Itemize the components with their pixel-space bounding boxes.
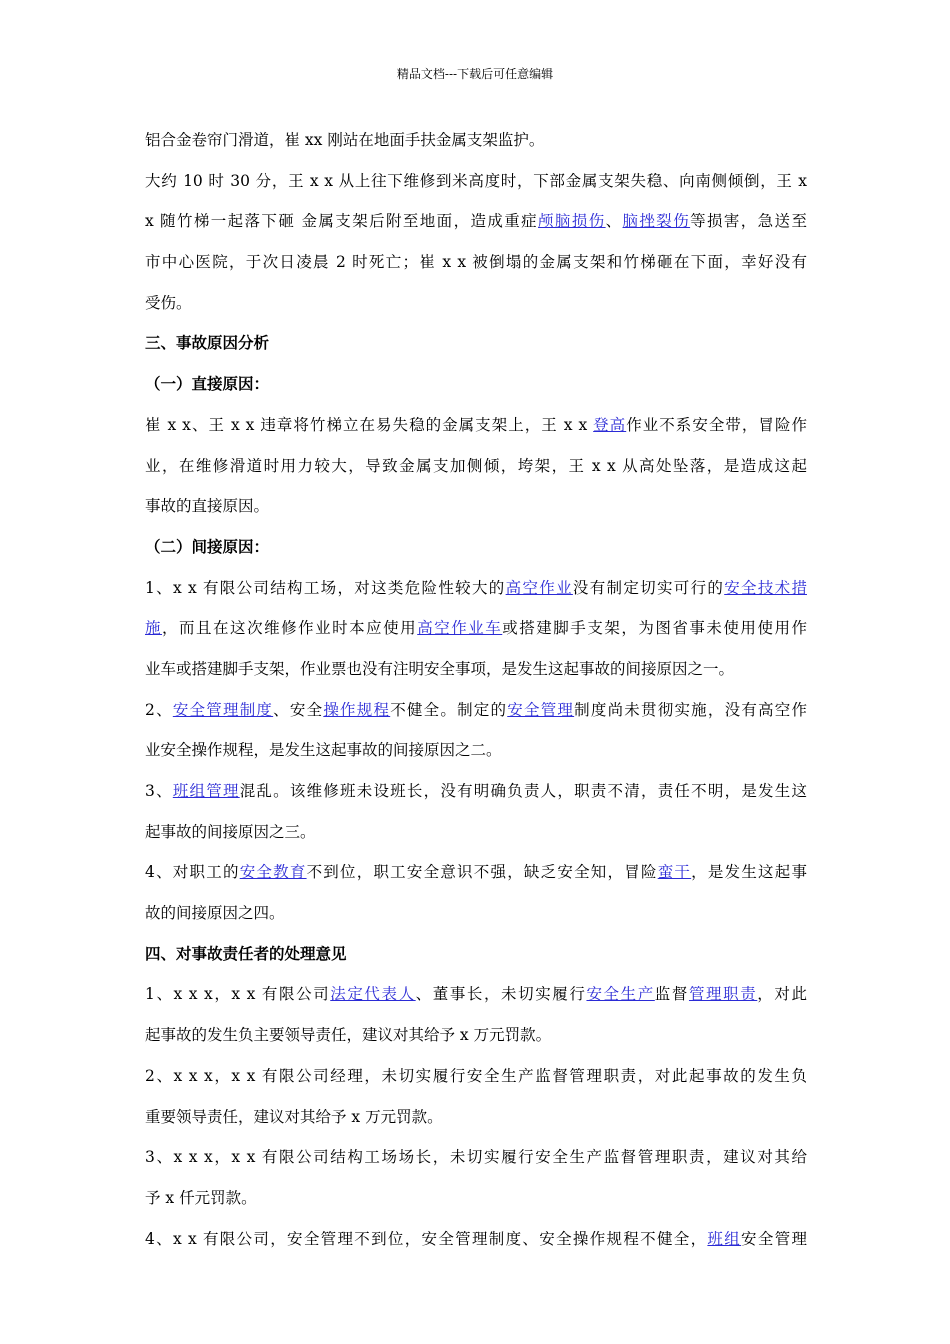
hyperlink[interactable]: 安全生产 — [586, 985, 655, 1004]
hyperlink[interactable]: 安全教育 — [239, 863, 307, 882]
text-span: 业，在维修滑道时用力较大，导致金属支加侧倾，垮架，王 x x 从高处坠落，是造成这起 — [145, 456, 807, 475]
hyperlink[interactable]: 安全技术措 — [724, 578, 807, 597]
text-span: 不到位，职工安全意识不强，缺乏安全知，冒险 — [306, 863, 658, 882]
text-span: 三、事故原因分析 — [145, 333, 270, 353]
text-line — [145, 649, 807, 690]
text-span: ，而且在这次维修作业时本应使用 — [162, 619, 418, 638]
hyperlink[interactable]: 登高 — [593, 415, 627, 434]
text-span: x 随竹梯一起落下砸 金属支架后附至地面，造成重症 — [145, 212, 539, 231]
text-span: 或搭建脚手支架，为图省事未使用使用作 — [502, 619, 807, 638]
text-span: 四、对事故责任者的处理意见 — [145, 943, 347, 963]
document-body — [145, 120, 807, 1259]
text-span: 、安全 — [273, 700, 324, 719]
text-line — [145, 1015, 807, 1056]
text-span: 大约 10 时 30 分，王 x x 从上往下维修到米高度时，下部金属支架失稳、向南侧倾倒，王 x — [145, 171, 807, 190]
text-line — [145, 812, 807, 853]
text-line — [145, 201, 807, 242]
page-header: 精品文档---下载后可任意编辑 — [396, 67, 554, 81]
text-span: （一）直接原因： — [145, 374, 270, 394]
text-line — [145, 242, 807, 283]
text-span: 业车或搭建脚手支架，作业票也没有注明安全事项，是发生这起事故的间接原因之一。 — [145, 659, 735, 678]
text-span: 起事故的发生负主要领导责任，建议对其给予 x 万元罚款。 — [145, 1026, 552, 1045]
text-span: 事故的直接原因。 — [145, 497, 270, 516]
text-span: 、 — [605, 212, 623, 231]
text-span: 市中心医院，于次日凌晨 2 时死亡；崔 x x 被倒塌的金属支架和竹梯砸在下面，幸好没有 — [145, 253, 807, 272]
section-heading — [145, 364, 807, 405]
text-span: 故的间接原因之四。 — [145, 904, 285, 923]
text-span: 等损害，急送至 — [690, 212, 807, 231]
text-span: 1、x x x，x x 有限公司 — [145, 985, 331, 1004]
text-span: 崔 x x、王 x x 违章将竹梯立在易失稳的金属支架上，王 x x — [145, 415, 594, 434]
hyperlink[interactable]: 蛮干 — [657, 863, 692, 882]
hyperlink[interactable]: 管理职责 — [688, 985, 758, 1004]
text-span: 4、x x 有限公司，安全管理不到位，安全管理制度、安全操作规程不健全， — [145, 1229, 708, 1248]
text-line — [145, 974, 807, 1015]
section-heading — [145, 934, 807, 975]
hyperlink[interactable]: 高空作业 — [505, 578, 573, 597]
text-line — [145, 283, 807, 324]
text-line — [145, 568, 807, 609]
section-heading — [145, 527, 807, 568]
text-line — [145, 771, 807, 812]
text-line — [145, 1219, 807, 1260]
text-span: 铝合金卷帘门滑道，崔 xx 刚站在地面手扶金属支架监护。 — [145, 131, 545, 149]
hyperlink[interactable]: 脑挫裂伤 — [622, 212, 691, 231]
text-span: 受伤。 — [145, 293, 192, 312]
text-span: 不健全。制定的 — [390, 700, 508, 719]
hyperlink[interactable]: 安全管理 — [507, 700, 575, 719]
text-span: 2、 — [145, 700, 173, 719]
hyperlink[interactable]: 法定代表人 — [330, 985, 416, 1004]
text-line — [145, 1097, 807, 1138]
section-heading — [145, 323, 807, 364]
text-span: 1、x x 有限公司结构工场，对这类危险性较大的 — [145, 578, 506, 597]
text-span: 制度尚未贯彻实施，没有高空作 — [574, 700, 807, 719]
text-line — [145, 690, 807, 731]
text-line — [145, 1137, 807, 1178]
text-span: 3、x x x，x x 有限公司结构工场场长，未切实履行安全生产监督管理职责，建议对其给 — [145, 1148, 807, 1167]
text-span: 予 x 仟元罚款。 — [145, 1188, 257, 1207]
text-span: 2、x x x，x x 有限公司经理，未切实履行安全生产监督管理职责，对此起事故的发生负 — [145, 1066, 807, 1085]
text-span: ，对此 — [757, 985, 807, 1004]
hyperlink[interactable]: 安全管理制度 — [172, 700, 274, 719]
text-line — [145, 446, 807, 487]
text-line — [145, 730, 807, 771]
text-line — [145, 120, 807, 161]
text-line — [145, 1178, 807, 1219]
text-line — [145, 608, 807, 649]
text-span: 3、 — [145, 782, 173, 800]
text-span: 重要领导责任，建议对其给予 x 万元罚款。 — [145, 1107, 443, 1126]
text-span: 起事故的间接原因之三。 — [145, 822, 316, 841]
hyperlink[interactable]: 班组管理 — [172, 782, 240, 800]
text-line — [145, 893, 807, 934]
text-span: ，是发生这起事 — [691, 863, 807, 882]
text-span: 4、对职工的 — [145, 863, 240, 882]
text-span: 监督 — [654, 985, 689, 1004]
text-span: 业安全操作规程，是发生这起事故的间接原因之二。 — [145, 741, 502, 760]
text-line — [145, 161, 807, 202]
text-line — [145, 405, 807, 446]
text-span: （二）间接原因： — [145, 536, 270, 556]
text-span: 安全管理 — [741, 1229, 807, 1248]
hyperlink[interactable]: 施 — [145, 619, 163, 638]
hyperlink[interactable]: 操作规程 — [323, 700, 391, 719]
text-line — [145, 1056, 807, 1097]
text-line — [145, 486, 807, 527]
text-span: 混乱。该维修班未设班长，没有明确负责人，职责不清，责任不明，是发生这 — [239, 782, 807, 800]
text-span: 、董事长，未切实履行 — [415, 985, 587, 1004]
hyperlink[interactable]: 高空作业车 — [417, 619, 503, 638]
text-span: 没有制定切实可行的 — [572, 578, 725, 597]
hyperlink[interactable]: 颅脑损伤 — [538, 212, 606, 231]
hyperlink[interactable]: 班组 — [707, 1229, 742, 1248]
text-span: 作业不系安全带，冒险作 — [626, 415, 807, 434]
text-line — [145, 852, 807, 893]
